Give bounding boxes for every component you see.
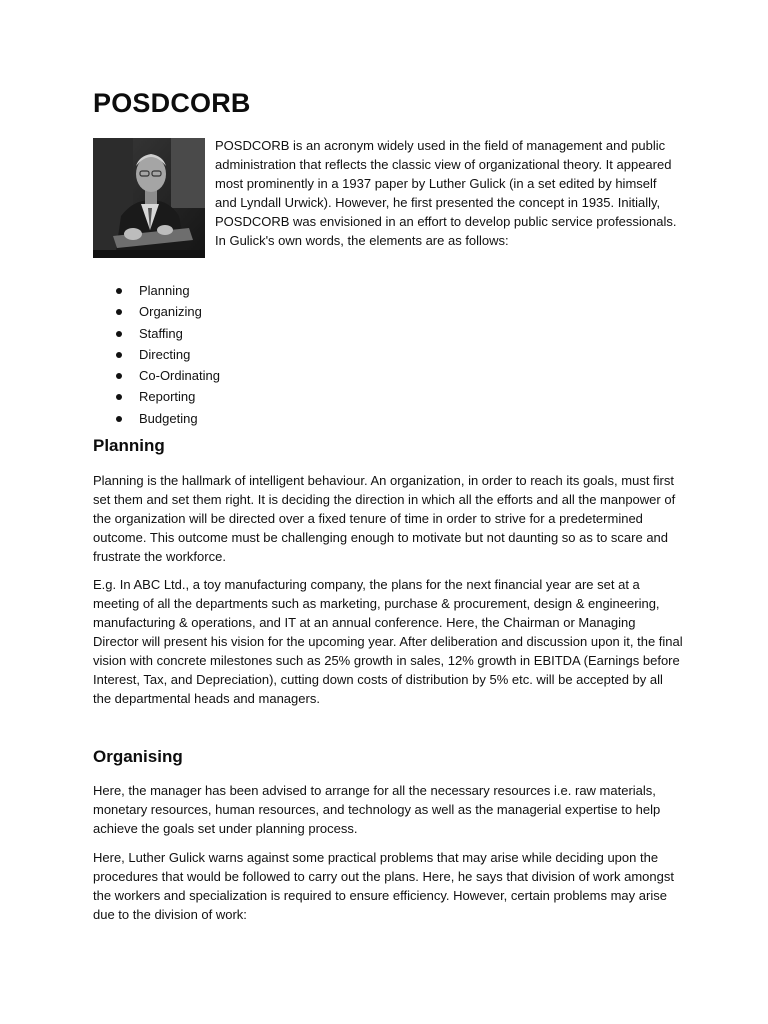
planning-heading: Planning <box>93 436 165 455</box>
organising-paragraph-2: Here, Luther Gulick warns against some practical problems that may arise while deciding upon the procedures that would be followed to carry out the plans. Here, he says that division of work amongst the workers and specialization is required to ensure efficiency. However, certain problems may arise due to the division of work: <box>93 850 674 922</box>
list-item-label: Co-Ordinating <box>139 368 220 384</box>
list-item-label: Budgeting <box>139 410 198 426</box>
organising-heading: Organising <box>93 747 183 766</box>
list-item <box>93 365 220 386</box>
bullet-icon <box>116 394 122 400</box>
elements-list <box>93 280 220 429</box>
intro-paragraph: POSDCORB is an acronym widely used in the field of management and public administration that reflects the classic view of organizational theory. It appeared most prominently in a 1937 paper by Luther Gulick (in a set edited by himself and Lyndall Urwick). However, he first presented the concept in 1935. Initially, POSDCORB was envisioned in an effort to develop public service professionals. In Gulick's own words, the elements are as follows: <box>215 138 677 248</box>
list-item <box>93 301 220 322</box>
organising-paragraph-1: Here, the manager has been advised to arrange for all the necessary resources i.e. raw materials, monetary resources, human resources, and technology as well as the managerial expertise to help achieve the goals set under planning process. <box>93 783 661 836</box>
page-title: POSDCORB <box>93 88 251 118</box>
list-item <box>93 344 220 365</box>
bullet-icon <box>116 416 122 422</box>
list-item <box>93 408 220 429</box>
list-item <box>93 280 220 301</box>
planning-paragraph-2: E.g. In ABC Ltd., a toy manufacturing company, the plans for the next financial year are set at a meeting of all the departments such as marketing, purchase & procurement, design & engineering, manufacturing & operations, and IT at an annual conference. Here, the Chairman or Managing Director will present his vision for the upcoming year. After deliberation and discussion upon it, the final vision with concrete milestones such as 25% growth in sales, 12% growth in EBITDA (Earnings before Interest, Tax, and Depreciation), cutting down costs of distribution by 5% etc. will be accepted by all the departmental heads and managers. <box>93 577 683 706</box>
bullet-icon <box>116 373 122 379</box>
list-item-label: Reporting <box>139 389 196 405</box>
bullet-icon <box>116 288 122 294</box>
list-item-label: Planning <box>139 283 190 298</box>
bullet-icon <box>116 352 122 358</box>
list-item-label: Organizing <box>139 304 202 320</box>
list-item-label: Directing <box>139 346 191 362</box>
portrait-photo-icon <box>93 138 205 258</box>
list-item-label: Staffing <box>139 325 183 341</box>
list-item <box>93 323 220 344</box>
planning-paragraph-1: Planning is the hallmark of intelligent behaviour. An organization, in order to reach its goals, must first set them and set them right. It is deciding the direction in which all the efforts and all the manpower of the organization will be directed over a fixed tenure of time in order to strive for a predetermined outcome. This outcome must be challenging enough to motivate but not daunting so as to scare and frustrate the workforce. <box>93 473 676 564</box>
list-item <box>93 386 220 407</box>
bullet-icon <box>116 309 122 315</box>
bullet-icon <box>116 331 122 337</box>
